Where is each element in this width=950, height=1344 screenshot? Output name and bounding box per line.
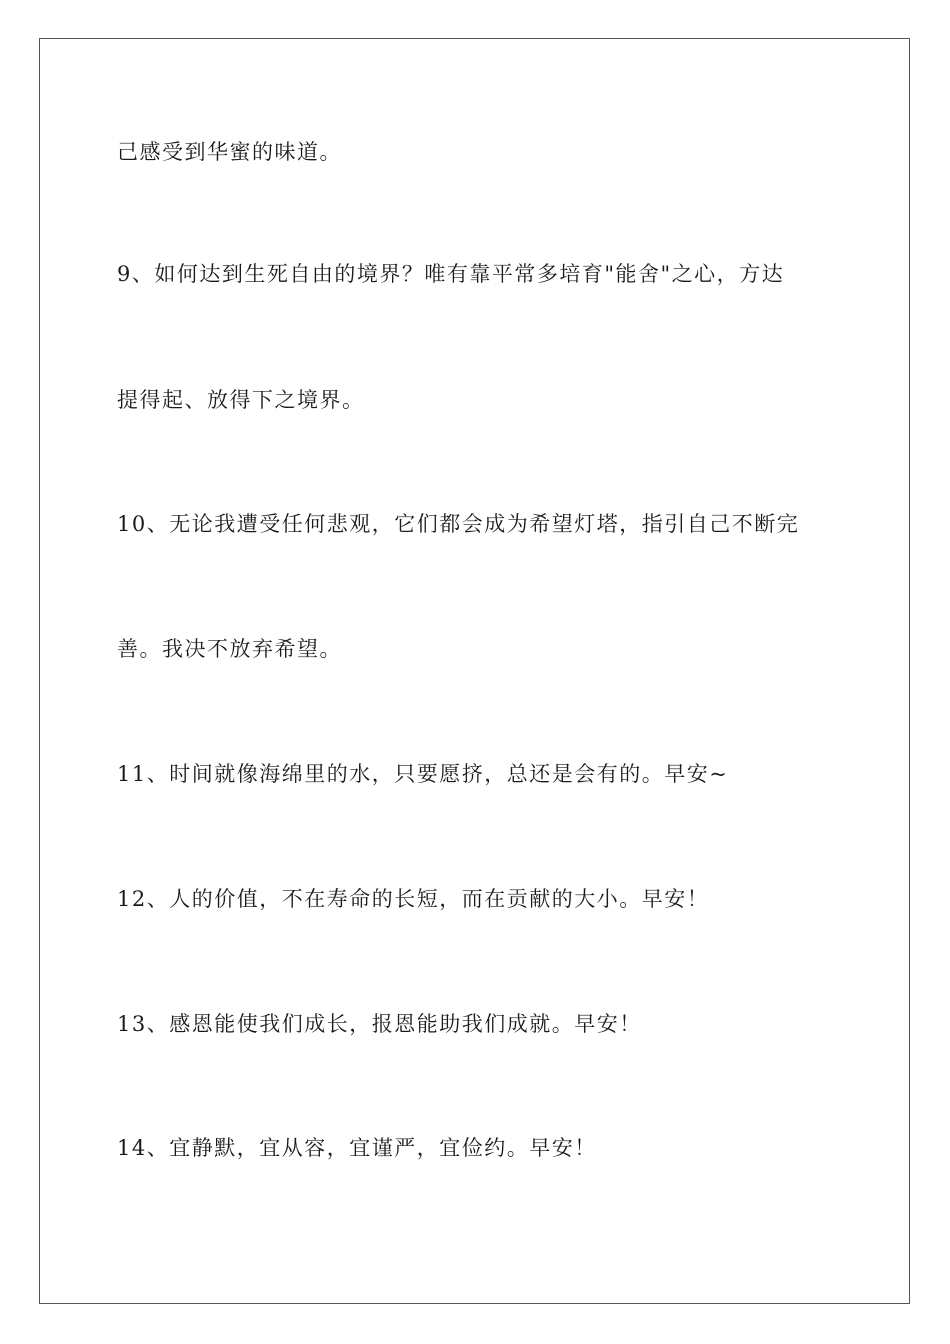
text-line-item-9-cont: 提得起、放得下之境界。 xyxy=(117,388,365,412)
text-line-item-14: 14、宜静默，宜从容，宜谨严，宜俭约。早安！ xyxy=(117,1136,597,1160)
text-line-item-12: 12、人的价值，不在寿命的长短，而在贡献的大小。早安！ xyxy=(117,887,710,911)
text-line-1: 己感受到华蜜的味道。 xyxy=(117,140,342,164)
text-line-item-13: 13、感恩能使我们成长，报恩能助我们成就。早安！ xyxy=(117,1012,642,1036)
text-line-item-10: 10、无论我遭受任何悲观，它们都会成为希望灯塔，指引自己不断完 xyxy=(117,512,800,536)
page-border xyxy=(39,38,910,1304)
text-line-item-11: 11、时间就像海绵里的水，只要愿挤，总还是会有的。早安~ xyxy=(117,762,729,786)
text-line-item-10-cont: 善。我决不放弃希望。 xyxy=(117,637,342,661)
text-line-item-9: 9、如何达到生死自由的境界？唯有靠平常多培育"能舍"之心，方达 xyxy=(117,262,785,286)
